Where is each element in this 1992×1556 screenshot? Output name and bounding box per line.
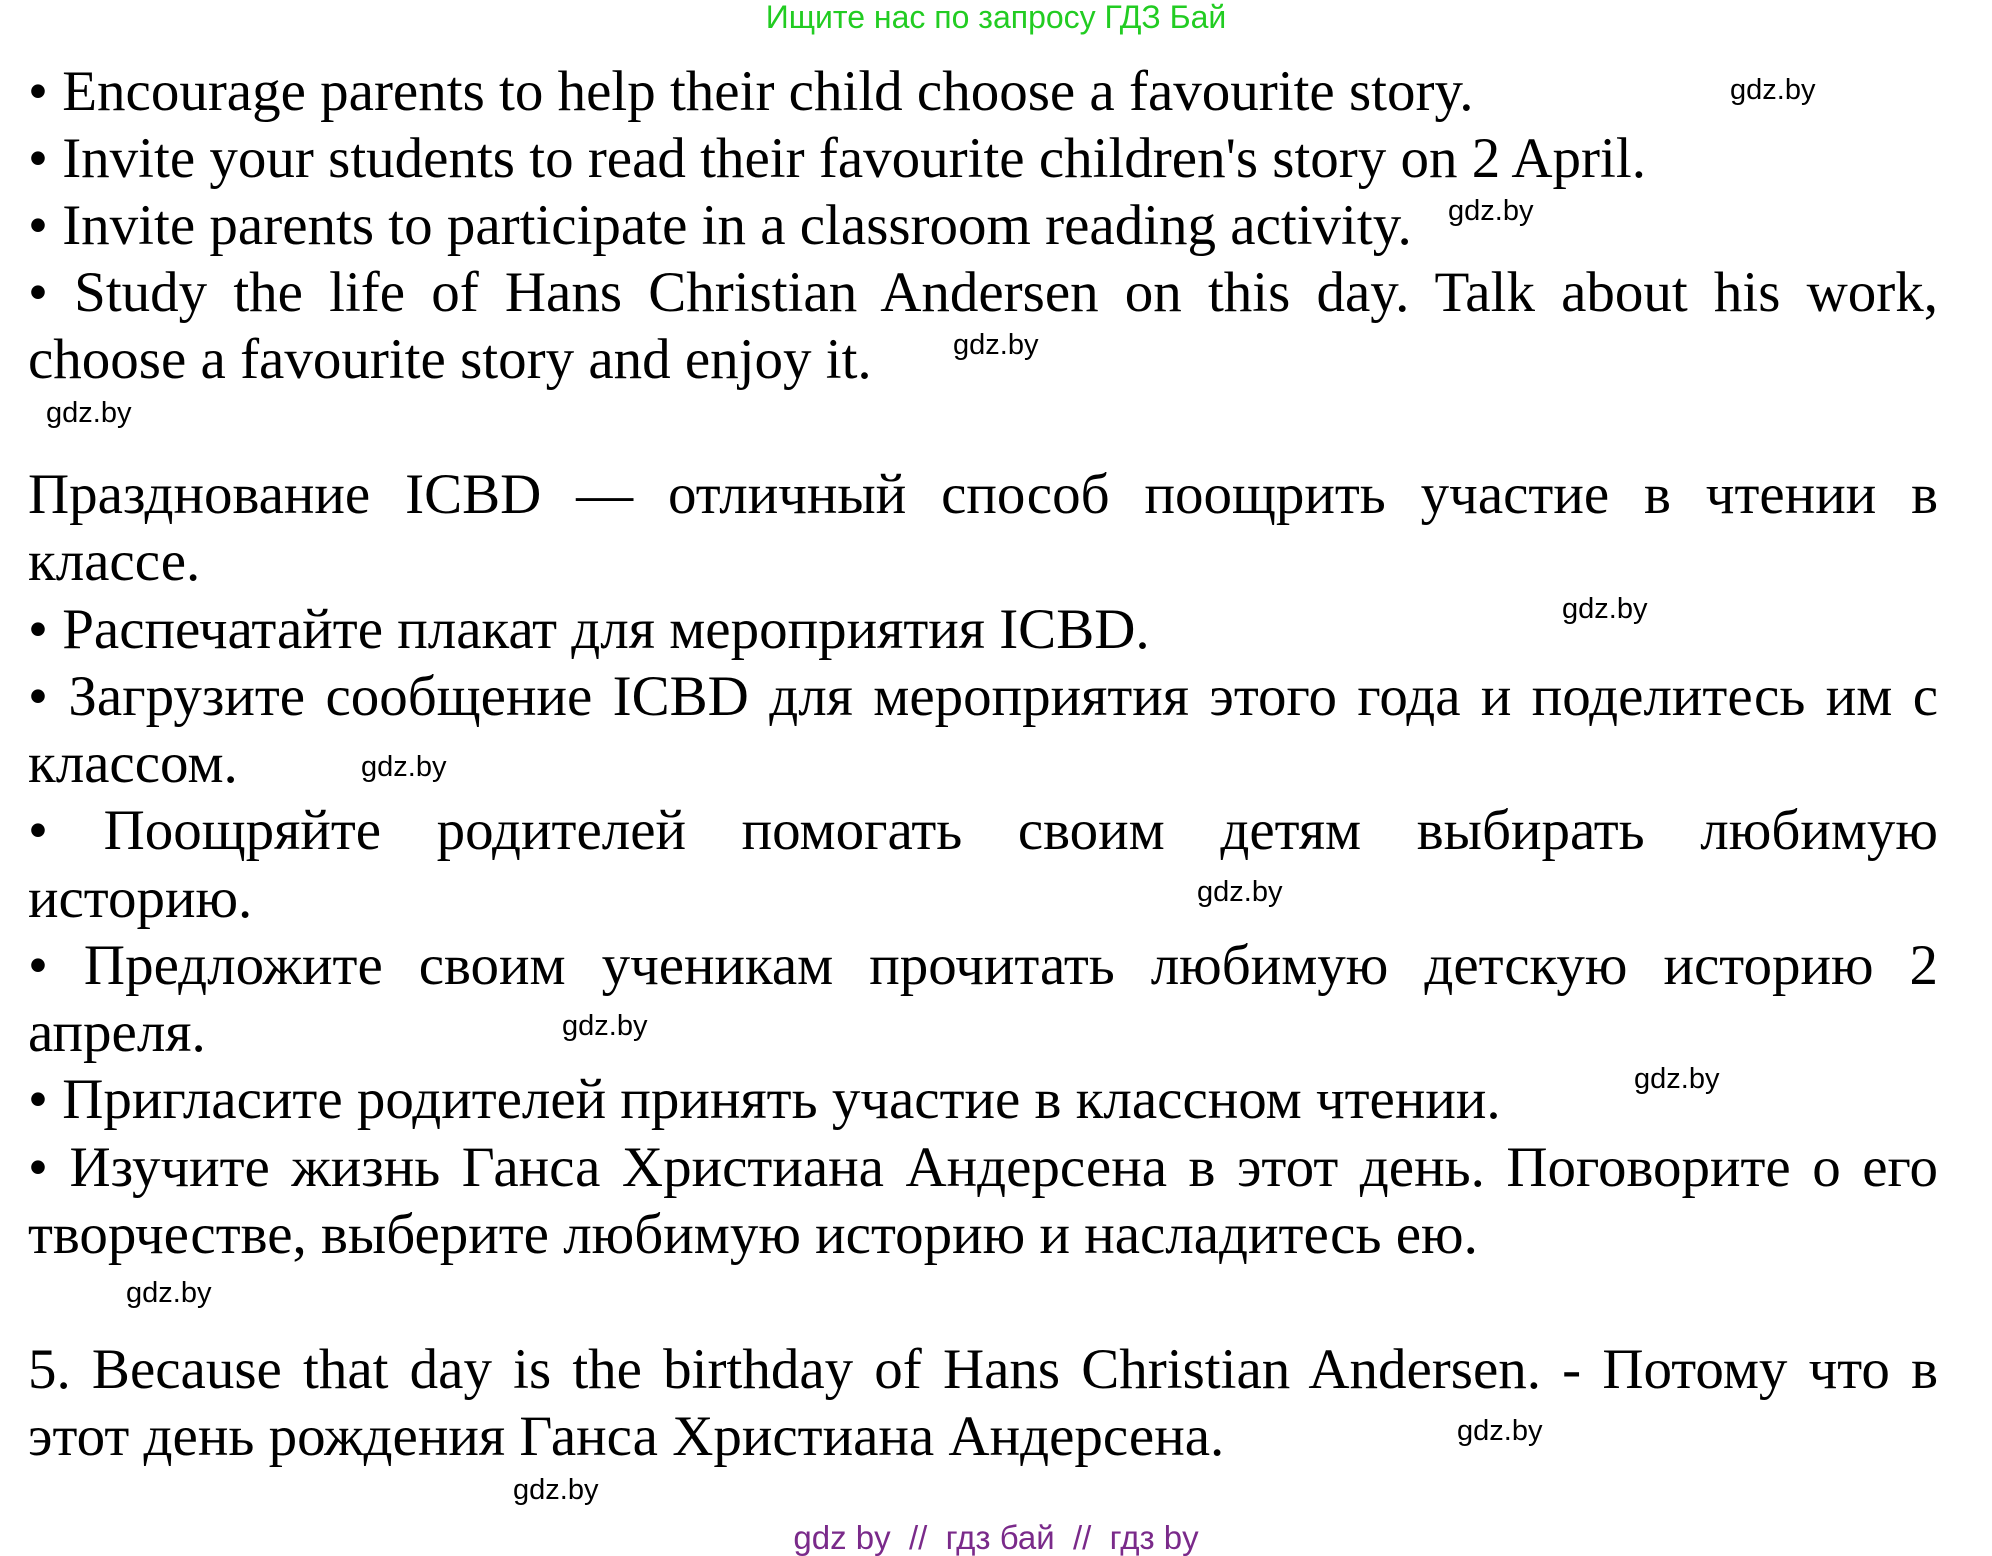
watermark: gdz.by (126, 1277, 212, 1309)
text-line: классом. (28, 732, 238, 795)
text-line: апреля. (28, 1001, 206, 1064)
text-line: 5. Because that day is the birthday of Hans Christian Andersen. - Потому что в (28, 1338, 1938, 1401)
text-line: • Encourage parents to help their child choose a favourite story. (28, 60, 1474, 123)
footer-banner: gdz by // гдз бай // гдз by (793, 1519, 1199, 1556)
text-line: этот день рождения Ганса Христиана Андерсена. (28, 1405, 1225, 1468)
text-line: • Распечатайте плакат для мероприятия ICBD. (28, 598, 1150, 661)
text-line: • Загрузите сообщение ICBD для мероприятия этого года и поделитесь им с (28, 665, 1938, 728)
text-line: • Предложите своим ученикам прочитать любимую детскую историю 2 (28, 934, 1938, 997)
text-line: классе. (28, 530, 201, 593)
watermark: gdz.by (1634, 1063, 1720, 1095)
text-line: • Invite parents to participate in a classroom reading activity. (28, 194, 1412, 257)
text-line: • Invite your students to read their favourite children's story on 2 April. (28, 127, 1646, 190)
watermark: gdz.by (953, 329, 1039, 361)
watermark: gdz.by (1197, 876, 1283, 908)
watermark: gdz.by (1457, 1415, 1543, 1447)
watermark: gdz.by (1562, 593, 1648, 625)
watermark: gdz.by (46, 397, 132, 429)
text-line: • Поощряйте родителей помогать своим детям выбирать любимую (28, 799, 1938, 862)
watermark: gdz.by (562, 1010, 648, 1042)
watermark: gdz.by (1730, 74, 1816, 106)
text-line: • Изучите жизнь Ганса Христиана Андерсена в этот день. Поговорите о его (28, 1136, 1938, 1199)
text-line: творчестве, выберите любимую историю и насладитесь ею. (28, 1203, 1478, 1266)
watermark: gdz.by (1448, 195, 1534, 227)
header-banner: Ищите нас по запросу ГДЗ Бай (765, 0, 1227, 35)
watermark: gdz.by (361, 751, 447, 783)
text-line: историю. (28, 867, 253, 930)
text-line: • Пригласите родителей принять участие в классном чтении. (28, 1068, 1501, 1131)
text-line: choose a favourite story and enjoy it. (28, 328, 872, 391)
text-line: • Study the life of Hans Christian Andersen on this day. Talk about his work, (28, 261, 1938, 324)
text-line: Празднование ICBD — отличный способ поощрить участие в чтении в (28, 463, 1938, 526)
watermark: gdz.by (513, 1474, 599, 1506)
